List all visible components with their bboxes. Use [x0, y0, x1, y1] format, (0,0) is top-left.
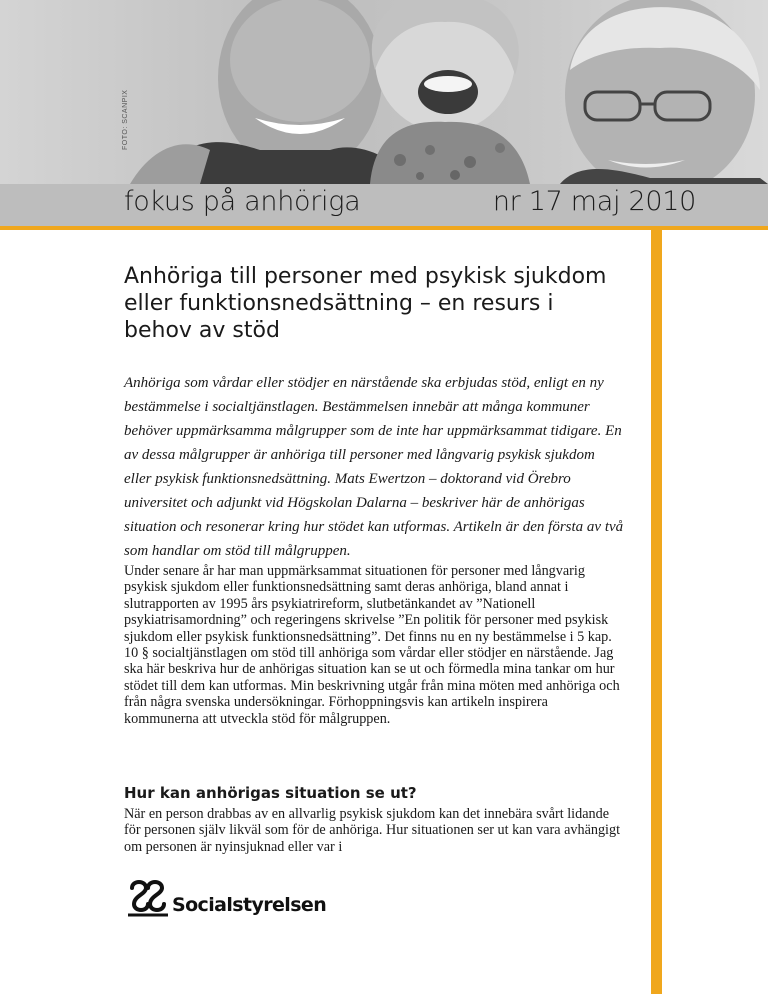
article-body-paragraph: Under senare år har man uppmärksammat situationen för personer med långvarig psykisk sjukdom eller funktionsnedsättning samt deras anhöriga, bland annat i slutrapporten av 1995 års psykiatrireform, slutbetänkandet av ”Nationell psykiatrisamordning” och regeringens skrivelse ”En politik för personer med psykisk sjukdom eller psykisk funktionsnedsättning”. Det finns nu en ny bestämmelse i 5 kap. 10 § socialtjänstlagen om stöd till anhöriga som vårdar eller stödjer en närstående. Jag ska här beskriva hur de anhörigas situation kan se ut och förmedla mina tankar om hur stödet till dem kan utformas. Min beskrivning utgår från mina möten med anhöriga och från några svenska undersökningar. Förhoppningsvis kan artikeln inspirera kommunerna att utveckla stöd för målgruppen.: [124, 563, 620, 727]
accent-vertical-bar: [651, 226, 662, 994]
family-photo-illustration: [0, 0, 768, 184]
photo-credit: FOTO: SCANPIX: [122, 89, 129, 150]
article-subheading: Hur kan anhörigas situation se ut?: [124, 784, 417, 802]
article-headline: Anhöriga till personer med psykisk sjukdom eller funktionsnedsättning – en resurs i behov av stöd: [124, 264, 607, 343]
series-title: fokus på anhöriga: [124, 186, 361, 217]
logo-wordmark: Socialstyrelsen: [172, 894, 327, 916]
article-body-paragraph: När en person drabbas av en allvarlig psykisk sjukdom kan det innebära svårt lidande för personen själv likväl som för de anhöriga. Hur situationen ser ut kan vara avhängigt om personen är nyinsjuknad eller var i: [124, 806, 621, 855]
issue-label: nr 17 maj 2010: [492, 186, 696, 217]
header-photo: [0, 0, 768, 184]
logo-emblem-icon: [126, 878, 170, 918]
article-ingress: Anhöriga som vårdar eller stödjer en närstående ska erbjudas stöd, enligt en ny bestämmelse i socialtjänstlagen. Bestämmelsen innebär att många kommuner behöver uppmärksamma målgrupper som de inte har uppmärksammat tidigare. En av dessa målgrupper är anhöriga till personer med långvarig psykisk sjukdom eller psykisk funktionsnedsättning. Mats Ewertzon – doktorand vid Örebro universitet och adjunkt vid Högskolan Dalarna – beskriver här de anhörigas situation och resonerar kring hur stödet kan utformas. Artikeln är den första av två som handlar om stöd till målgruppen.: [124, 375, 624, 559]
